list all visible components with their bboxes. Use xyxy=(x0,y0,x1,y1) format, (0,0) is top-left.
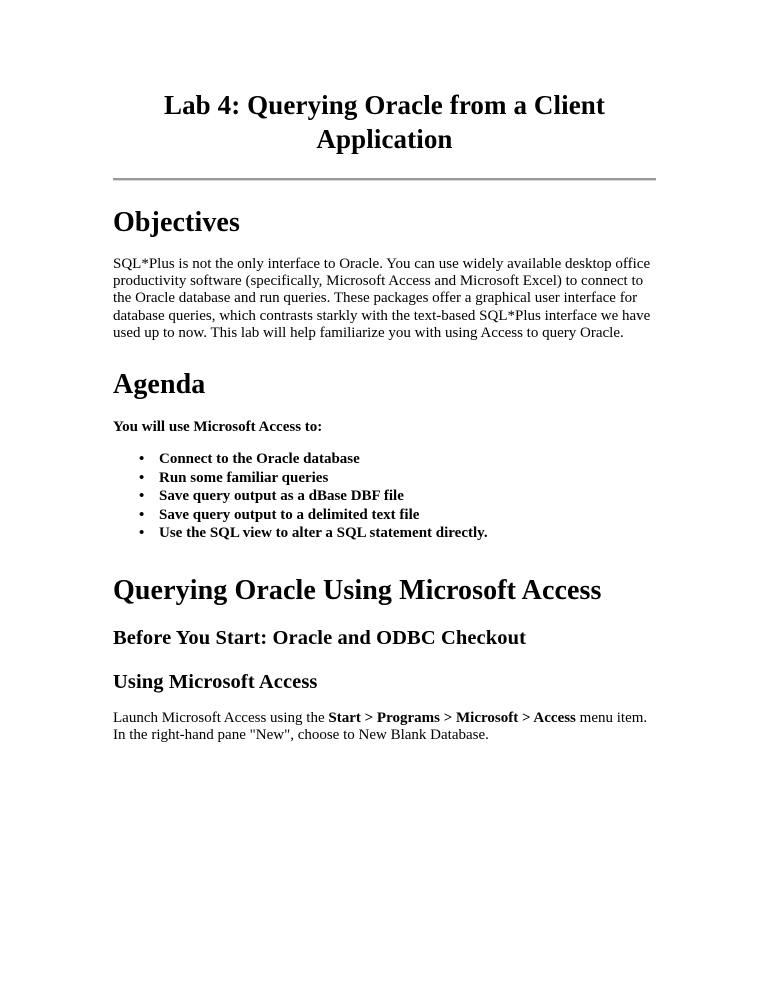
document-content-column xyxy=(113,0,656,744)
bullet-icon: • xyxy=(139,488,145,505)
list-item-label: Run some familiar queries xyxy=(159,469,329,486)
heading-objectives: Objectives xyxy=(113,207,240,238)
list-item xyxy=(113,469,656,488)
agenda-lead-in: You will use Microsoft Access to: xyxy=(113,419,323,436)
list-item xyxy=(113,506,656,525)
list-item xyxy=(113,524,656,543)
launch-instructions-paragraph xyxy=(113,694,656,744)
launch-text-after: menu item. In the right-hand pane "New", choose to New Blank Database. xyxy=(113,709,648,743)
subheading-using-microsoft-access: Using Microsoft Access xyxy=(113,670,318,693)
agenda-bullet-list xyxy=(113,436,656,543)
bullet-icon: • xyxy=(139,469,145,486)
list-item-label: Connect to the Oracle database xyxy=(159,451,360,468)
bullet-icon: • xyxy=(139,506,145,523)
objectives-paragraph: SQL*Plus is not the only interface to Oracle. You can use widely available desktop office productivity software (specifically, Microsoft Access and Microsoft Excel) to connect to the Oracle database and run queries. These packages offer a graphical user interface for database queries, which contrasts starkly with the text-based SQL*Plus interface we have used up to now. This lab will help familiarize you with using Access to query Oracle. xyxy=(113,256,651,341)
bullet-icon: • xyxy=(139,525,145,542)
page-title: Lab 4: Querying Oracle from a Client Application xyxy=(163,90,606,154)
heading-querying-oracle-using-access: Querying Oracle Using Microsoft Access xyxy=(113,574,602,606)
menu-path-text: Start > Programs > Microsoft > Access xyxy=(328,709,576,726)
list-item xyxy=(113,450,656,469)
list-item xyxy=(113,487,656,506)
list-item-label: Save query output as a dBase DBF file xyxy=(159,488,404,505)
launch-text-before: Launch Microsoft Access using the xyxy=(113,709,329,726)
bullet-icon: • xyxy=(139,451,145,468)
heading-agenda: Agenda xyxy=(113,369,206,401)
list-item-label: Save query output to a delimited text file xyxy=(159,506,420,523)
subheading-before-you-start: Before You Start: Oracle and ODBC Checkout xyxy=(113,626,527,649)
list-item-label: Use the SQL view to alter a SQL statement directly. xyxy=(159,525,488,542)
